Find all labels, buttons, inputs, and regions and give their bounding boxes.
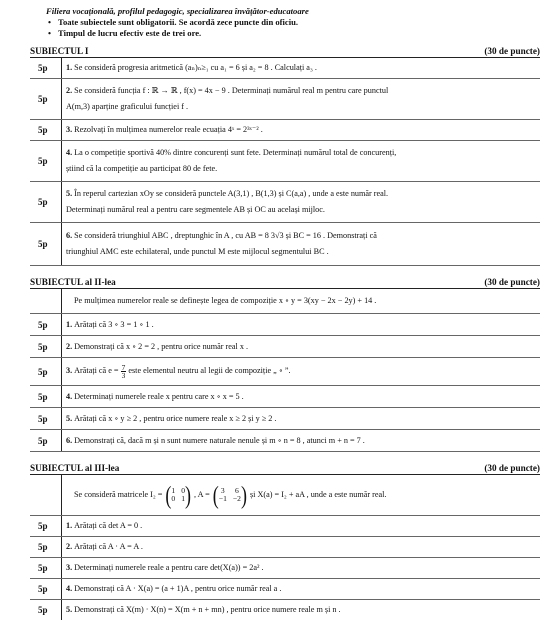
problem-row <box>30 58 540 79</box>
matrix-cell: 0 <box>171 494 176 503</box>
problem-text: Demonstrați că X(m) · X(n) = X(m + n + mn) , pentru orice numere reale m și n . <box>74 605 341 615</box>
problem-number: 5. <box>66 413 73 423</box>
problem-text-cont: Determinați numărul real a pentru care segmentele AB și OC au același mijloc. <box>66 205 325 214</box>
problem-number: 1. <box>66 319 73 329</box>
points-label: 5p <box>30 358 62 385</box>
problem-text: Arătați că e = <box>74 366 119 376</box>
problem-row <box>30 79 540 120</box>
points-label: 5p <box>30 386 62 407</box>
matrix-intro-text: Se consideră matricele I₂ = <box>74 490 163 500</box>
points-label: 5p <box>30 223 62 265</box>
problem-row <box>30 120 540 141</box>
problem-number: 2. <box>66 542 73 552</box>
problem-row <box>30 141 540 182</box>
matrix-cell: −2 <box>232 494 241 503</box>
problem-text: În reperul cartezian xOy se consideră punctele A(3,1) , B(1,3) și C(a,a) , unde a este număr real. <box>74 189 389 199</box>
points-label: 5p <box>30 336 62 357</box>
problem-text: Arătați că A · A = A . <box>74 542 143 552</box>
fraction-denominator: 3 <box>121 371 126 381</box>
points-label: 5p <box>30 430 62 451</box>
track-line: Filiera vocațională, profilul pedagogic, specializarea învățător-educatoare <box>46 6 309 16</box>
problem-number: 2. <box>66 341 73 351</box>
problem-text: Determinați numerele reale x pentru care x ∘ x = 5 . <box>74 391 244 401</box>
identity-matrix: ( 1 0 0 1 ) <box>165 481 191 509</box>
problem-number: 2. <box>66 86 73 96</box>
instruction-bullet-2: • Timpul de lucru efectiv este de trei ore. <box>58 28 554 39</box>
matrix-cell: 1 <box>181 494 185 503</box>
problem-number: 3. <box>66 125 73 135</box>
matrix-cell: 6 <box>235 485 239 495</box>
problem-number: 4. <box>66 391 73 401</box>
section-2-header <box>30 272 540 289</box>
composition-law-definition: Pe mulțimea numerelor reale se definește legea de compoziție x ∘ y = 3(xy − 2x − 2y) + 14 . <box>74 296 377 306</box>
points-label: 5p <box>30 314 62 335</box>
problem-text: Arătați că det A = 0 . <box>74 521 143 531</box>
matrix-a: ( 3 6 −1 −2 ) <box>212 481 247 509</box>
problem-text-cont: este elementul neutru al legii de compoziție „ ∘ ”. <box>128 366 291 376</box>
problem-row <box>30 516 540 537</box>
problem-row <box>30 579 540 600</box>
points-label: 5p <box>30 141 62 181</box>
problem-text-cont: A(m,3) aparține graficului funcției f . <box>66 102 189 111</box>
instruction-bullet-1: • Toate subiectele sunt obligatorii. Se acordă zece puncte din oficiu. <box>58 17 554 28</box>
problem-row <box>30 408 540 430</box>
points-label: 5p <box>30 600 62 620</box>
points-label: 5p <box>30 182 62 222</box>
points-label: 5p <box>30 516 62 536</box>
problem-text: Rezolvați în mulțimea numerelor reale ecuația 4ˣ = 2³ˣ⁻² . <box>74 125 263 135</box>
problem-text: Determinați numerele reale a pentru care det(X(a)) = 2a² . <box>74 563 264 573</box>
problem-row <box>30 558 540 579</box>
problem-text: La o competiție sportivă 40% dintre concurenți sunt fete. Determinați numărul total de concurenți, <box>74 148 397 158</box>
problem-text: Demonstrați că x ∘ 2 = 2 , pentru orice număr real x . <box>74 341 249 351</box>
section-1-title: SUBIECTUL I <box>30 46 89 56</box>
section-1-items <box>30 58 540 266</box>
problem-text-cont: triunghiul AMC este echilateral, unde punctul M este mijlocul segmentului BC . <box>66 247 329 256</box>
problem-row <box>30 430 540 452</box>
section-2-intro-row <box>30 289 540 314</box>
section-3-header <box>30 458 540 475</box>
problem-text: Se consideră progresia aritmetică (aₙ)ₙ≥₁ cu a₁ = 6 și a₂ = 8 . Calculați a₃ . <box>74 63 317 73</box>
problem-number: 1. <box>66 63 73 73</box>
problem-row <box>30 386 540 408</box>
section-2-title: SUBIECTUL al II-lea <box>30 277 116 287</box>
points-label: 5p <box>30 579 62 599</box>
problem-number: 1. <box>66 521 73 531</box>
problem-text: Se consideră triunghiul ABC , dreptunghic în A , cu AB = 8 3√3 și BC = 16 . Demonstrați că <box>74 231 377 241</box>
section-3-items <box>30 475 540 620</box>
matrix-cell: 0 <box>181 485 185 495</box>
section-3-points: (30 de puncte) <box>484 463 540 473</box>
problem-row <box>30 358 540 386</box>
points-label: 5p <box>30 79 62 119</box>
matrix-cell: 3 <box>220 485 225 495</box>
problem-number: 6. <box>66 231 73 241</box>
problem-text: Se consideră funcția f : ℝ → ℝ , f(x) = 4x − 9 . Determinați numărul real m pentru care punctul <box>74 86 389 96</box>
problem-number: 5. <box>66 189 73 199</box>
section-2-points: (30 de puncte) <box>484 277 540 287</box>
problem-row <box>30 314 540 336</box>
matrix-cell: −1 <box>218 494 227 503</box>
problem-text: Arătați că 3 ∘ 3 = 1 ∘ 1 . <box>74 319 154 329</box>
problem-number: 6. <box>66 435 73 445</box>
section-3-title: SUBIECTUL al III-lea <box>30 463 120 473</box>
section-2-items <box>30 289 540 452</box>
section-1-header <box>30 41 540 58</box>
problem-row <box>30 182 540 223</box>
section-1-points: (30 de puncte) <box>484 46 540 56</box>
points-label: 5p <box>30 58 62 78</box>
points-label: 5p <box>30 537 62 557</box>
section-3-intro-row <box>30 475 540 516</box>
problem-row <box>30 223 540 266</box>
problem-number: 3. <box>66 366 73 376</box>
problem-text: Demonstrați că A · X(a) = (a + 1)A , pentru orice număr real a . <box>74 584 282 594</box>
problem-number: 4. <box>66 584 73 594</box>
problem-number: 3. <box>66 563 73 573</box>
problem-number: 5. <box>66 605 73 615</box>
fraction-numerator: 7 <box>121 362 126 372</box>
problem-row <box>30 336 540 358</box>
matrix-intro-text: și X(a) = I₂ + aA , unde a este număr real. <box>249 490 387 500</box>
fraction <box>121 364 127 380</box>
problem-text: Arătați că x ∘ y ≥ 2 , pentru orice numere reale x ≥ 2 și y ≥ 2 . <box>74 413 277 423</box>
points-label: 5p <box>30 558 62 578</box>
matrix-intro-text: , A = <box>194 490 210 500</box>
problem-row <box>30 600 540 620</box>
points-label: 5p <box>30 120 62 140</box>
matrix-cell: 1 <box>171 485 176 495</box>
problem-number: 4. <box>66 148 73 158</box>
problem-text: Demonstrați că, dacă m și n sunt numere naturale nenule și m ∘ n = 8 , atunci m + n = 7 . <box>74 435 365 445</box>
problem-row <box>30 537 540 558</box>
problem-text-cont: știind că la competiție au participat 80 de fete. <box>66 164 218 173</box>
points-label: 5p <box>30 408 62 429</box>
